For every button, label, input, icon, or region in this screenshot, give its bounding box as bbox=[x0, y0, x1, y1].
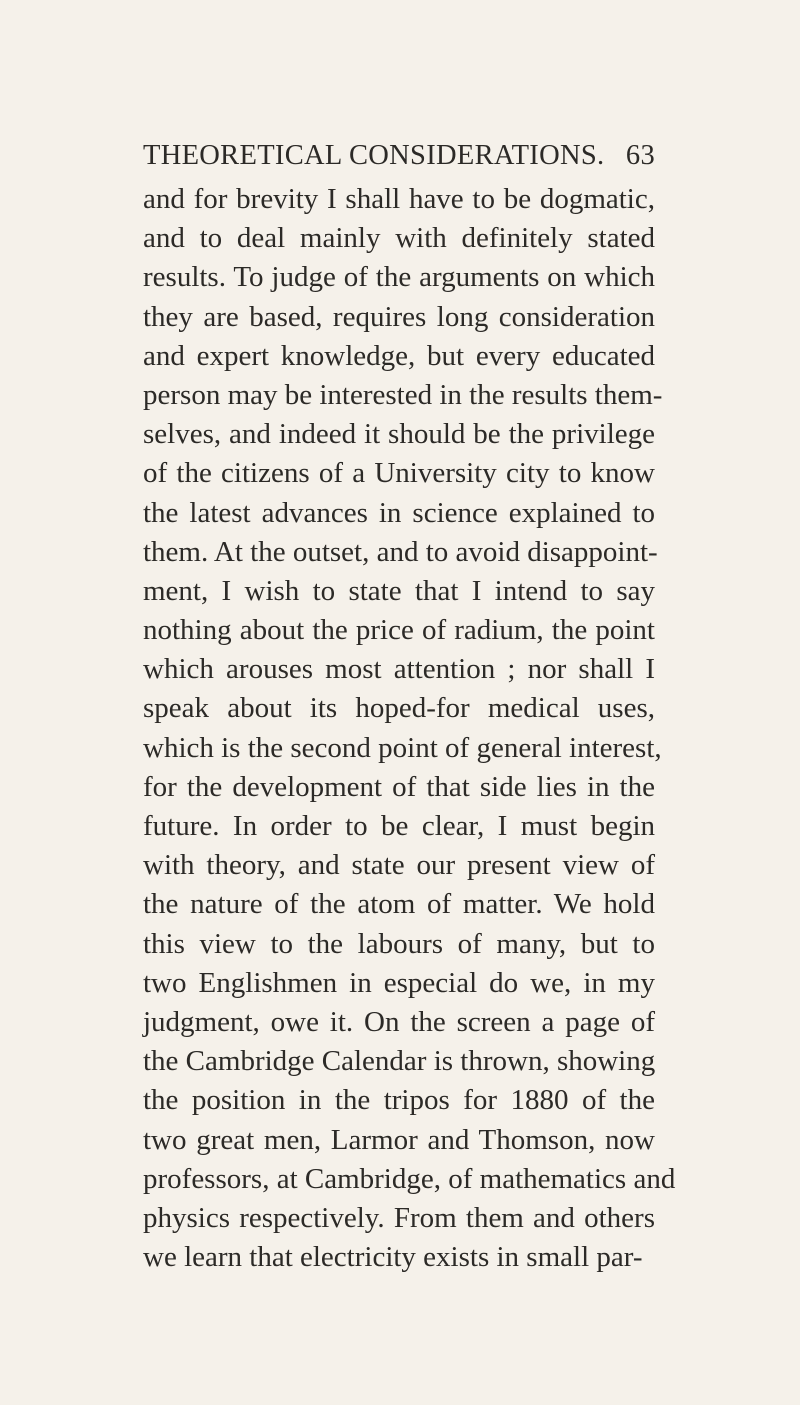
text-line: selves, and indeed it should be the privilege bbox=[143, 418, 655, 451]
text-line: results. To judge of the arguments on which bbox=[143, 261, 655, 294]
body-text bbox=[143, 180, 676, 1277]
text-line: which arouses most attention ; nor shall I bbox=[143, 653, 655, 686]
text-line: person may be interested in the results them- bbox=[143, 378, 663, 411]
page-number: 63 bbox=[625, 140, 655, 171]
text-line: them. At the outset, and to avoid disappoint- bbox=[143, 535, 658, 568]
text-line: and expert knowledge, but every educated bbox=[143, 339, 655, 372]
text-line: professors, at Cambridge, of mathematics and bbox=[143, 1162, 676, 1195]
text-line: for the development of that side lies in the bbox=[143, 770, 655, 803]
text-line: physics respectively. From them and others bbox=[143, 1201, 655, 1234]
text-line: judgment, owe it. On the screen a page of bbox=[143, 1005, 655, 1038]
text-line: we learn that electricity exists in small par- bbox=[143, 1241, 643, 1274]
text-line: they are based, requires long consideration bbox=[143, 300, 655, 333]
text-line: two great men, Larmor and Thomson, now bbox=[143, 1123, 655, 1156]
text-line: the nature of the atom of matter. We hold bbox=[143, 888, 655, 921]
text-line: ment, I wish to state that I intend to say bbox=[143, 574, 655, 607]
text-line: and to deal mainly with definitely stated bbox=[143, 222, 655, 255]
text-line: nothing about the price of radium, the point bbox=[143, 614, 655, 647]
text-line: with theory, and state our present view of bbox=[143, 849, 655, 882]
text-line: and for brevity I shall have to be dogmatic, bbox=[143, 183, 655, 215]
running-title: THEORETICAL CONSIDERATIONS. bbox=[143, 140, 605, 171]
text-line: of the citizens of a University city to know bbox=[143, 457, 655, 490]
running-head bbox=[143, 140, 655, 180]
text-line: future. In order to be clear, I must begin bbox=[143, 810, 655, 842]
text-line: which is the second point of general interest, bbox=[143, 731, 662, 764]
text-line: the Cambridge Calendar is thrown, showing bbox=[143, 1045, 656, 1078]
text-line: two Englishmen in especial do we, in my bbox=[143, 966, 655, 999]
text-line: speak about its hoped-for medical uses, bbox=[143, 692, 655, 725]
text-line: the latest advances in science explained to bbox=[143, 496, 655, 529]
text-line: the position in the tripos for 1880 of the bbox=[143, 1084, 655, 1117]
text-line: this view to the labours of many, but to bbox=[143, 927, 655, 960]
